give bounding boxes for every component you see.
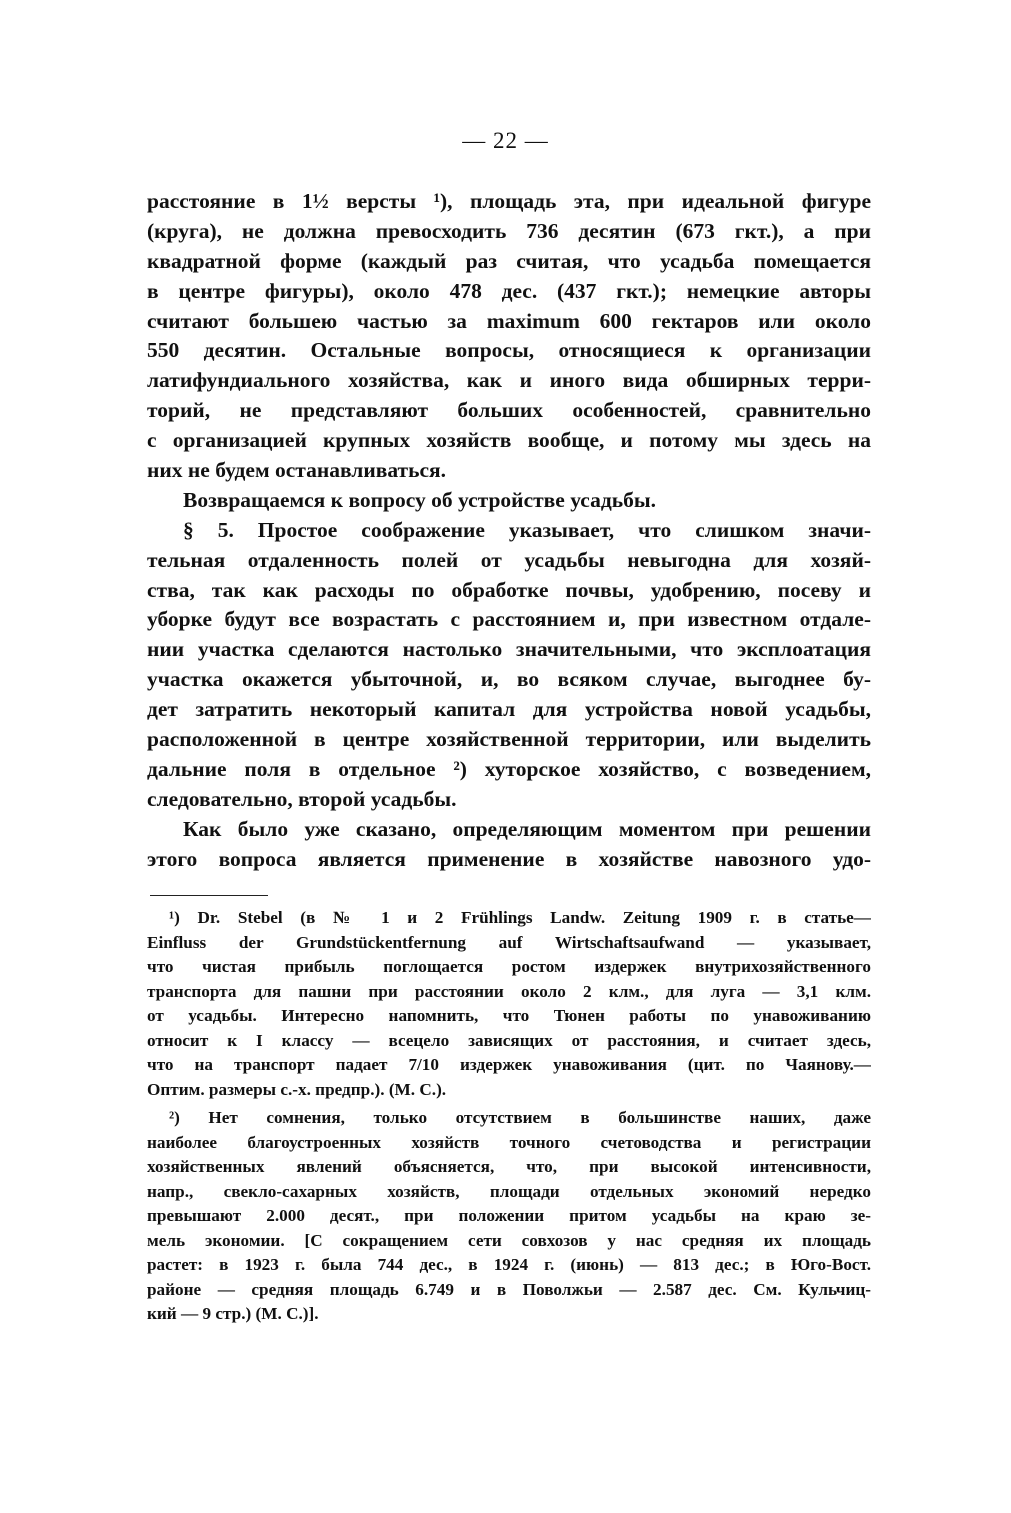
text-line: них не будем останавливаться. (147, 458, 447, 483)
footnote-line: хозяйственных явлений объясняется, что, при высокой интенсивности, (147, 1157, 871, 1176)
footnote-line: ¹) Dr. Stebel (в № 1 и 2 Frühlings Landw. Zeitung 1909 г. в статье— (169, 908, 871, 927)
page-number: — 22 — (462, 128, 549, 153)
text-line: Возвращаемся к вопросу об устройстве усадьбы. (183, 487, 656, 512)
text-line: дальние поля в отдельное ²) хуторское хозяйство, с возведением, (147, 756, 871, 781)
text-line: торий, не представляют больших особенностей, сравнительно (147, 398, 871, 423)
text-line: уборке будут все возрастать с расстоянием и, при известном отдале- (147, 607, 871, 632)
text-line: с организацией крупных хозяйств вообще, и потому мы здесь на (147, 428, 871, 453)
footnote-line: что на транспорт падает 7/10 издержек унавоживания (цит. по Чаянову.— (147, 1055, 871, 1074)
footnote-line: ²) Нет сомнения, только отсутствием в большинстве наших, даже (169, 1108, 871, 1127)
text-line: (круга), не должна превосходить 736 десятин (673 гкт.), а при (147, 218, 871, 243)
text-line: в центре фигуры), около 478 дес. (437 гкт.); немецкие авторы (147, 278, 871, 303)
footnote-1 (147, 906, 871, 1102)
main-text (147, 187, 871, 874)
footnote-line: транспорта для пашни при расстоянии около 2 клм., для луга — 3,1 клм. (147, 981, 871, 1001)
footnote-line: что чистая прибыль поглощается ростом издержек внутрихозяйственного (147, 957, 871, 976)
text-line: тельная отдаленность полей от усадьбы невыгодна для хозяй- (147, 547, 871, 572)
text-line: Как было уже сказано, определяющим моментом при решении (183, 816, 871, 841)
footnote-line: районе — средняя площадь 6.749 и в Поволжьи — 2.587 дес. См. Кульчиц- (147, 1279, 871, 1299)
text-line: расстояние в 1½ версты ¹), площадь эта, при идеальной фигуре (147, 189, 871, 213)
footnote-line: мель экономии. [С сокращением сети совхозов у нас средняя их площадь (147, 1230, 871, 1250)
text-line: расположенной в центре хозяйственной территории, или выделить (147, 727, 871, 752)
footnote-line: наиболее благоустроенных хозяйств точного счетоводства и регистрации (147, 1132, 871, 1152)
footnote-line: напр., свекло-сахарных хозяйств, площади отдельных экономий нередко (147, 1181, 871, 1201)
footnote-line: кий — 9 стр.) (М. С.)]. (147, 1304, 319, 1323)
footnote-line: Einfluss der Grundstückentfernung auf Wirtschaftsaufwand — указывает, (147, 932, 871, 952)
footnote-divider (150, 895, 268, 896)
footnote-line: от усадьбы. Интересно напомнить, что Тюнен работы по унавоживанию (147, 1006, 871, 1025)
footnote-line: растет: в 1923 г. была 744 дес., в 1924 г. (июнь) — 813 дес.; в Юго-Вост. (147, 1255, 871, 1274)
text-line: латифундиального хозяйства, как и иного вида обширных терри- (147, 368, 871, 393)
text-line: следовательно, второй усадьбы. (147, 786, 457, 811)
text-line: дет затратить некоторый капитал для устройства новой усадьбы, (147, 697, 871, 722)
section-heading-line: § 5. Простое соображение указывает, что слишком значи- (183, 517, 871, 542)
text-line: ства, так как расходы по обработке почвы, удобрению, посеву и (147, 577, 871, 602)
footnotes (147, 906, 871, 1327)
footnote-2 (147, 1106, 871, 1327)
text-line: этого вопроса является применение в хозяйстве навозного удо- (147, 846, 871, 871)
text-line: нии участка сделаются настолько значительными, что эксплоатация (147, 637, 871, 662)
text-line: 550 десятин. Остальные вопросы, относящиеся к организации (147, 338, 871, 363)
text-line: участка окажется убыточной, и, во всяком случае, выгоднее бу- (147, 667, 871, 692)
text-line: квадратной форме (каждый раз считая, что усадьба помещается (147, 248, 871, 273)
footnote-line: Оптим. размеры с.-х. предпр.). (М. С.). (147, 1079, 447, 1099)
footnote-line: относит к I классу — всецело зависящих от расстояния, и считает здесь, (147, 1030, 871, 1050)
text-line: считают большею частью за maximum 600 гектаров или около (147, 308, 871, 333)
footnote-line: превышают 2.000 десят., при положении притом усадьбы на краю зе- (147, 1206, 871, 1225)
